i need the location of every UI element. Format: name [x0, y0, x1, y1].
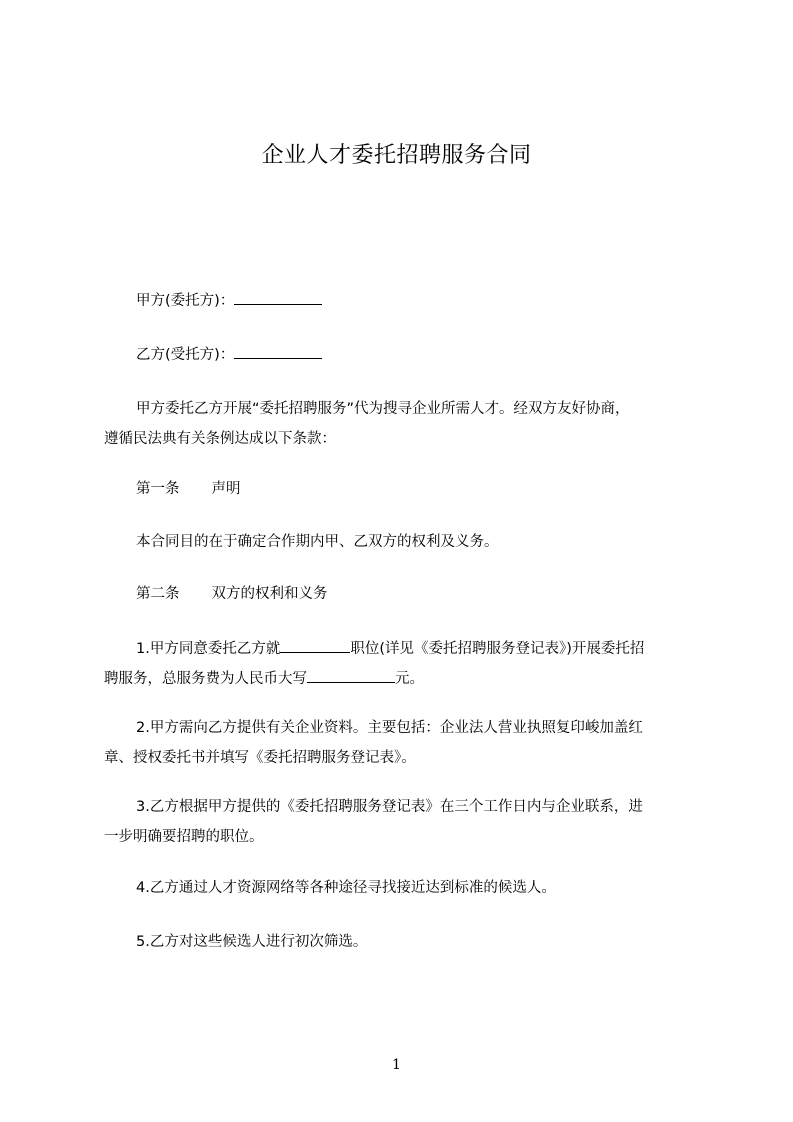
article-2-item-2 — [104, 713, 709, 773]
intro-paragraph — [104, 394, 709, 454]
article-2-number: 第二条 — [136, 586, 180, 602]
intro-line-2: 遵循民法典有关条例达成以下条款： — [104, 431, 336, 447]
article-2-item-5: 5.乙方对这些候选人进行初次筛选。 — [136, 934, 368, 950]
item-2-line-1: 2.甲方需向乙方提供有关企业资料。主要包括：企业法人营业执照复印峻加盖红 — [136, 720, 643, 736]
party-b-line — [136, 344, 322, 365]
position-blank — [280, 638, 350, 653]
document-title: 企业人才委托招聘服务合同 — [261, 143, 532, 168]
article-2-heading — [136, 584, 328, 604]
article-1-content: 本合同目的在于确定合作期内甲、乙双方的权利及义务。 — [136, 534, 499, 550]
article-2-item-1 — [104, 634, 709, 694]
article-1-number: 第一条 — [136, 481, 180, 497]
item-3-line-2: 一步明确要招聘的职位。 — [104, 829, 264, 845]
page-number: 1 — [392, 1057, 401, 1073]
article-2-item-4: 4.乙方通过人才资源网络等各种途径寻找接近达到标准的候选人。 — [136, 880, 556, 896]
item-1-line-2 — [104, 664, 709, 694]
item-2-line-2: 章、授权委托书并填写《委托招聘服务登记表》。 — [104, 750, 416, 766]
article-2-item-3 — [104, 792, 709, 852]
item-1-part-2: 职位(详见《委托招聘服务登记表》)开展委托招 — [350, 641, 645, 657]
article-1-heading — [136, 479, 241, 499]
intro-line-1: 甲方委托乙方开展“委托招聘服务”代为搜寻企业所需人才。经双方友好协商， — [136, 401, 630, 417]
party-a-blank — [234, 290, 322, 305]
item-1-line-2-part-1: 聘服务，总服务费为人民币大写 — [104, 671, 307, 687]
article-2-name: 双方的权利和义务 — [211, 586, 328, 602]
item-1-part-1: 1.甲方同意委托乙方就 — [136, 641, 281, 657]
fee-blank — [307, 668, 395, 683]
item-1-line-2-part-2: 元。 — [395, 671, 424, 687]
item-1-line-1 — [104, 634, 709, 664]
article-1-name: 声明 — [211, 481, 241, 497]
party-b-label: 乙方(受托方)： — [136, 347, 235, 363]
party-a-line — [136, 290, 322, 311]
party-a-label: 甲方(委托方)： — [136, 293, 235, 309]
party-b-blank — [234, 344, 322, 359]
item-3-line-1: 3.乙方根据甲方提供的《委托招聘服务登记表》在三个工作日内与企业联系，进 — [136, 799, 643, 815]
